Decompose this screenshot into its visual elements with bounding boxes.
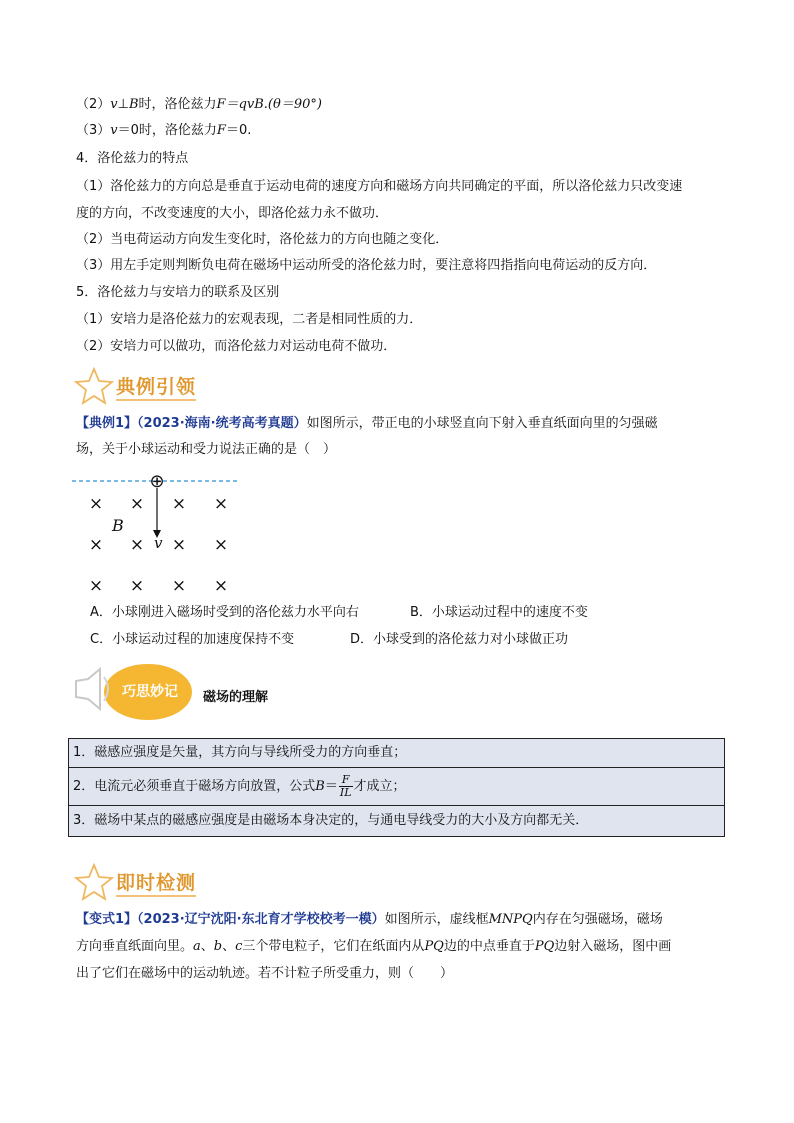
- line-7: （3）用左手定则判断负电荷在磁场中运动所受的洛伦兹力时，要注意将四指指向电荷运动的反方向．: [76, 258, 657, 273]
- option-a: A．小球刚进入磁场时受到的洛伦兹力水平向右: [90, 605, 359, 620]
- line-4: （1）洛伦兹力的方向总是垂直于运动电荷的速度方向和磁场方向共同确定的平面，所以洛伦兹力只改变速: [76, 179, 683, 194]
- field-cross: ×: [171, 535, 187, 555]
- variant-tag: 【变式1】: [76, 912, 138, 927]
- positive-charge: ⊕: [149, 471, 165, 492]
- star-icon: [74, 862, 114, 902]
- field-cross: ×: [129, 576, 145, 596]
- fraction-f-over-il: $\frac{F}{IL}$: [339, 773, 352, 799]
- variant-line-3: 出了它们在磁场中的运动轨迹。若不计粒子所受重力，则（ ）: [76, 966, 454, 981]
- line-10: （2）安培力可以做功，而洛伦兹力对运动电荷不做功．: [76, 339, 397, 354]
- field-cross: ×: [129, 535, 145, 555]
- line-6: （2）当电荷运动方向发生变化时，洛伦兹力的方向也随之变化．: [76, 232, 449, 247]
- section-title: 即时检测: [116, 872, 197, 894]
- summary-row-1: 1．磁感应强度是矢量，其方向与导线所受力的方向垂直；: [69, 739, 724, 768]
- option-c: C．小球运动过程的加速度保持不变: [90, 632, 295, 647]
- field-cross: ×: [88, 576, 104, 596]
- star-icon: [74, 366, 114, 406]
- field-cross: ×: [171, 576, 187, 596]
- summary-box: [68, 738, 725, 837]
- badge-text: 巧思妙记: [122, 684, 178, 700]
- section-underline: [116, 399, 196, 401]
- label-b: B: [112, 516, 124, 535]
- summary-row-3: 3．磁场中某点的磁感应强度是由磁场本身决定的，与通电导线受力的大小及方向都无关．: [73, 813, 589, 828]
- field-cross: ×: [88, 535, 104, 555]
- field-cross: ×: [171, 494, 187, 514]
- example-line-2: 场，关于小球运动和受力说法正确的是（ ）: [76, 442, 337, 457]
- field-cross: ×: [213, 576, 229, 596]
- example-tag: 【典例1】: [76, 416, 138, 431]
- megaphone-icon: [76, 669, 100, 709]
- section-title: 典例引领: [116, 376, 197, 398]
- heading-5: 5．洛伦兹力与安培力的联系及区别: [76, 285, 280, 300]
- field-cross: ×: [213, 494, 229, 514]
- tip-badge: [70, 655, 195, 725]
- section-underline: [116, 895, 196, 897]
- summary-row-2: 2．电流元必须垂直于磁场方向放置，公式B＝ $\frac{F}{IL}$ 才成立；: [69, 768, 724, 806]
- field-cross: ×: [213, 535, 229, 555]
- variant-source: （2023·辽宁沈阳·东北育才学校校考一模）: [137, 912, 385, 927]
- example-source: （2023·海南·统考高考真题）: [137, 416, 307, 431]
- heading-4: 4．洛伦兹力的特点: [76, 151, 189, 166]
- field-cross: ×: [88, 494, 104, 514]
- line-5: 度的方向，不改变速度的大小，即洛伦兹力永不做功．: [76, 206, 389, 221]
- variant-line-1: 【变式1】（2023·辽宁沈阳·东北育才学校校考一模）如图所示，虚线框MNPQ内存在匀强磁场，磁场: [76, 912, 663, 927]
- option-d: D．小球受到的洛伦兹力对小球做正功: [350, 632, 569, 647]
- field-cross: ×: [129, 494, 145, 514]
- label-v: v: [154, 534, 163, 552]
- magnetic-field-figure: [70, 466, 250, 596]
- line-9: （1）安培力是洛伦兹力的宏观表现，二者是相同性质的力．: [76, 312, 423, 327]
- line-1: （2）v⊥B时，洛伦兹力F＝qvB.(θ＝90°): [76, 97, 322, 112]
- line-2: （3）v＝0时，洛伦兹力F＝0.: [76, 123, 252, 138]
- tip-title: 磁场的理解: [203, 690, 269, 705]
- example-line-1: 【典例1】（2023·海南·统考高考真题）如图所示，带正电的小球竖直向下射入垂直纸面向里的匀强磁: [76, 416, 658, 431]
- option-b: B．小球运动过程中的速度不变: [410, 605, 588, 620]
- variant-line-2: 方向垂直纸面向里。a、b、c三个带电粒子，它们在纸面内从PQ边的中点垂直于PQ边射入磁场，图中画: [76, 939, 672, 954]
